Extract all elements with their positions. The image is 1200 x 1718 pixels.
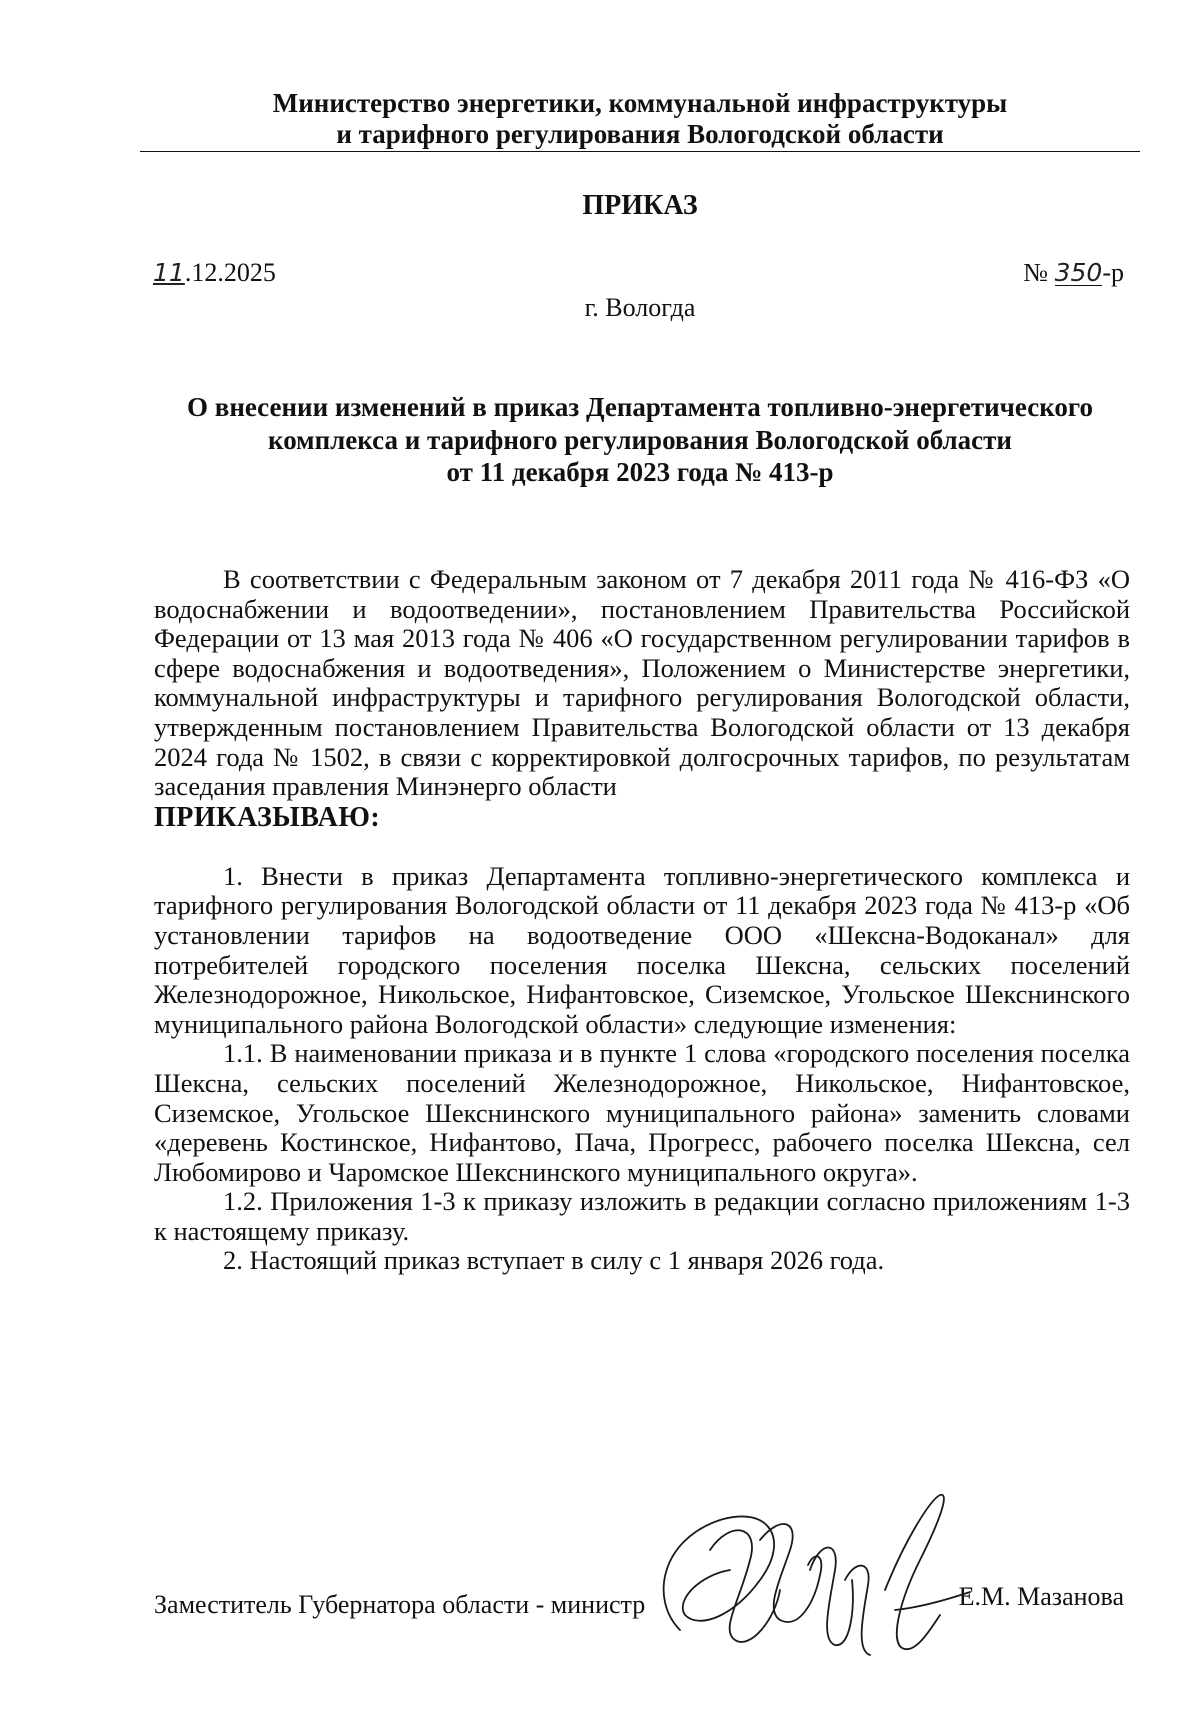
document-date bbox=[153, 258, 276, 288]
subject-line-2: комплекса и тарифного регулирования Вологодской области bbox=[268, 424, 1012, 455]
handwritten-signature bbox=[640, 1480, 980, 1670]
document-title: ПРИКАЗ bbox=[582, 190, 698, 221]
item-1-1-paragraph: 1.1. В наименовании приказа и в пункте 1 слова «городского поселения поселка Шексна, сельских поселений Железнодорожное, Никольское, Нифантовское, Сиземское, Угольское Шекснинского муниципального района» заменить словами «деревень Костинское, Нифантово, Пача, Прогресс, рабочего поселка Шексна, сел Любомирово и Чаромское Шекснинского муниципального округа». bbox=[154, 1038, 1130, 1187]
subject-line-1: О внесении изменений в приказ Департамента топливно-энергетического bbox=[186, 392, 1093, 422]
item-2-paragraph: 2. Настоящий приказ вступает в силу с 1 января 2026 года. bbox=[223, 1245, 885, 1276]
document-body bbox=[154, 565, 1130, 1276]
item-1-2-paragraph: 1.2. Приложения 1-3 к приказу изложить в редакции согласно приложениям 1-3 к настоящему приказу. bbox=[154, 1186, 1130, 1246]
document-subject bbox=[140, 391, 1140, 489]
date-rest: .12.2025 bbox=[184, 258, 276, 287]
order-word: ПРИКАЗЫВАЮ: bbox=[154, 801, 381, 833]
organization-line-1: Министерство энергетики, коммунальной инфраструктуры bbox=[272, 88, 1008, 118]
signer-role: Заместитель Губернатора области - министр bbox=[154, 1590, 646, 1619]
paragraph-gap bbox=[154, 834, 1130, 862]
document-city: г. Вологда bbox=[584, 293, 696, 322]
organization-header bbox=[140, 88, 1140, 150]
document-number bbox=[1023, 258, 1124, 288]
item-1-paragraph: 1. Внести в приказ Департамента топливно-энергетического комплекса и тарифного регулирования Вологодской области от 11 декабря 2023 года № 413-р «Об установлении тарифов на водоотведение ООО «Шексна-Водоканал» для потребителей городского поселения поселка Шексна, сельских поселений Железнодорожное, Никольское, Нифантовское, Сиземское, Угольское Шекснинского муниципального района Вологодской области» следующие изменения: bbox=[154, 860, 1130, 1039]
number-suffix: -р bbox=[1102, 258, 1124, 287]
signer-name: Е.М. Мазанова bbox=[958, 1582, 1124, 1611]
number-handwritten: 350 bbox=[1054, 258, 1103, 287]
subject-line-3: от 11 декабря 2023 года № 413-р bbox=[446, 457, 834, 487]
organization-line-2: и тарифного регулирования Вологодской области bbox=[336, 119, 944, 149]
preamble-paragraph: В соответствии с Федеральным законом от 7 декабря 2011 года № 416-ФЗ «О водоснабжении и водоотведении», постановлением Правительства Российской Федерации от 13 мая 2013 года № 406 «О государственном регулировании тарифов в сфере водоснабжения и водоотведения», Положением о Министерстве энергетики, коммунальной инфраструктуры и тарифного регулирования Вологодской области, утвержденным постановлением Правительства Вологодской области от 13 декабря 2024 года № 1502, в связи с корректировкой долгосрочных тарифов, по результатам заседания правления Минэнерго области bbox=[154, 564, 1130, 802]
number-prefix: № bbox=[1023, 258, 1049, 287]
header-divider bbox=[140, 151, 1140, 152]
date-handwritten-day: 11 bbox=[153, 258, 185, 287]
